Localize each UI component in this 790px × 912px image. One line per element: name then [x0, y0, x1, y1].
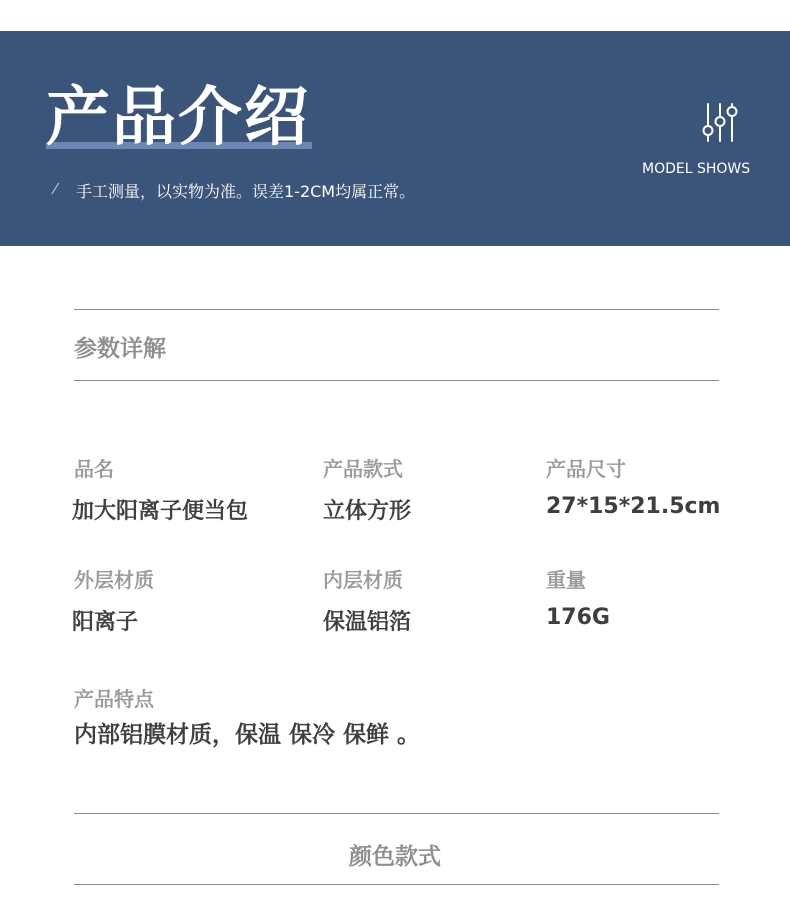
- divider: [74, 884, 719, 885]
- slash-mark: ⁄: [54, 180, 57, 198]
- spec-value-weight: 176G: [546, 605, 610, 630]
- spec-label-name: 品名: [74, 457, 114, 481]
- spec-value-style: 立体方形: [323, 499, 412, 524]
- params-heading: 参数详解: [74, 336, 166, 362]
- divider: [74, 813, 719, 814]
- spec-label-weight: 重量: [546, 568, 586, 592]
- sliders-icon: [700, 100, 744, 144]
- feature-label: 产品特点: [74, 687, 154, 711]
- divider: [74, 309, 719, 310]
- spec-label-inner-material: 内层材质: [323, 568, 403, 592]
- spec-value-name: 加大阳离子便当包: [72, 499, 249, 524]
- spec-label-size: 产品尺寸: [546, 457, 626, 481]
- spec-value-inner-material: 保温铝箔: [323, 610, 412, 635]
- divider: [74, 380, 719, 381]
- color-style-heading: 颜色款式: [349, 844, 441, 870]
- spec-label-outer-material: 外层材质: [74, 568, 154, 592]
- spec-value-outer-material: 阳离子: [72, 610, 139, 635]
- model-shows-label: MODEL SHOWS: [642, 161, 751, 177]
- spec-value-size: 27*15*21.5cm: [546, 494, 721, 519]
- page-title: 产品介绍: [46, 81, 310, 155]
- feature-value: 内部铝膜材质，保温 保冷 保鲜 。: [74, 722, 421, 748]
- spec-label-style: 产品款式: [323, 457, 403, 481]
- measurement-note: 手工测量，以实物为准。误差1-2CM均属正常。: [76, 182, 416, 201]
